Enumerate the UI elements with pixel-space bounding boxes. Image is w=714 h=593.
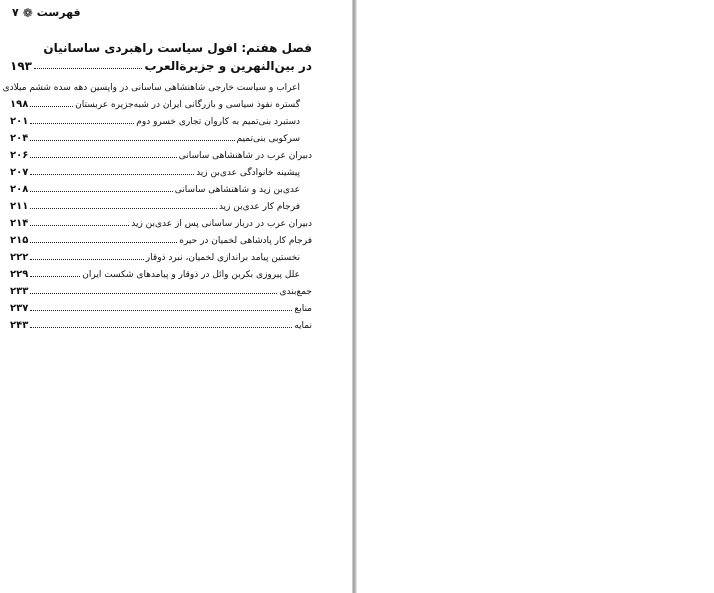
- chapter-title-line2: در بین‌النهرین و جزیرةالعرب: [144, 59, 312, 73]
- left-page: [0, 0, 352, 593]
- toc-entry: [10, 93, 312, 110]
- toc-entry: [10, 161, 312, 178]
- header-title: فهرست: [36, 6, 81, 19]
- toc-entry-title: جمع‌بندی: [279, 287, 312, 297]
- toc-entry: [10, 229, 312, 246]
- dot-leader: [30, 157, 176, 158]
- toc-entry-page: ۲۱۱: [10, 201, 29, 212]
- toc-entry-page: ۲۰۶: [10, 150, 29, 161]
- toc-entry-page: ۲۰۸: [10, 184, 29, 195]
- header-page-number: ۷: [12, 6, 19, 19]
- dot-leader: [30, 310, 292, 311]
- toc-entry-title: پیشینه خانوادگی عدی‌بن زید: [196, 168, 300, 178]
- toc-entry: [10, 127, 312, 144]
- toc-entry: [10, 144, 312, 161]
- toc-entry-title: دبیران عرب در شاهنشاهی ساسانی: [178, 151, 312, 161]
- toc-entry-page: ۲۴۳: [10, 320, 29, 331]
- toc-entry-title: سرکوبی بنی‌تمیم: [236, 134, 300, 144]
- dot-leader: [34, 68, 142, 69]
- toc-entry: [10, 263, 312, 280]
- toc-entry: [2, 76, 312, 93]
- chapter-title-line1: فصل هفتم: افول سیاست راهبردی ساسانیان: [43, 41, 312, 55]
- dot-leader: [30, 140, 234, 141]
- dot-leader: [30, 225, 129, 226]
- dot-leader: [30, 106, 73, 107]
- toc-entry: [10, 110, 312, 127]
- chapter-title-line2-row: [10, 59, 312, 73]
- dot-leader: [30, 123, 134, 124]
- toc-entry-page: ۲۰۱: [10, 116, 29, 127]
- dot-leader: [30, 259, 143, 260]
- toc-entry-page: ۲۱۴: [10, 218, 29, 229]
- toc-entry: [10, 314, 312, 331]
- dot-leader: [30, 327, 292, 328]
- toc-entry-page: ۲۲۲: [10, 252, 29, 263]
- dot-leader: [30, 174, 194, 175]
- toc-entry: [10, 280, 312, 297]
- toc-entry-page: ۲۳۷: [10, 303, 29, 314]
- dot-leader: [30, 293, 277, 294]
- toc-entry: [10, 195, 312, 212]
- flower-ornament-icon: ❁: [22, 5, 33, 20]
- toc-entry-title: نخستین پیامد براندازی لخمیان، نبرد ذوقار: [145, 253, 300, 263]
- page-header: [12, 6, 81, 19]
- toc-entry: [10, 246, 312, 263]
- toc-entry-title: دستبرد بنی‌تمیم به کاروان تجاری خسرو دوم: [136, 117, 300, 127]
- toc-entry-page: ۲۰۷: [10, 167, 29, 178]
- toc-entry-page: ۱۹۸: [10, 99, 29, 110]
- dot-leader: [30, 242, 177, 243]
- toc-entry-title: علل پیروزی بکربن وائل در ذوقار و پیامدهای شکست ایران: [82, 270, 300, 280]
- toc-entry: [10, 212, 312, 229]
- chapter-page-number: ۱۹۳: [10, 59, 32, 73]
- toc-entry-title: عدی‌بن زید و شاهنشاهی ساسانی: [174, 185, 300, 195]
- toc-entry-page: ۲۰۴: [10, 133, 29, 144]
- dot-leader: [30, 208, 217, 209]
- toc-entry-title: دبیران عرب در دربار ساسانی پس از عدی‌بن زید: [131, 219, 312, 229]
- toc-entry-title: فرجام کار عدی‌بن زید: [218, 202, 300, 212]
- toc-entry-title: نمایه: [294, 321, 312, 331]
- toc-entry-title: منابع: [294, 304, 312, 314]
- toc-entry-page: ۲۳۳: [10, 286, 29, 297]
- dot-leader: [30, 191, 172, 192]
- toc-entry-title: گستره نفوذ سیاسی و بازرگانی ایران در شبه‌جزیره عربستان: [75, 100, 300, 110]
- toc-entry-title: اعراب و سیاست خارجی شاهنشاهی ساسانی در واپسین دهه سده ششم میلادی: [2, 83, 300, 93]
- toc-entry-title: فرجام کار پادشاهی لخمیان در حیره: [179, 236, 312, 246]
- right-page-blank: [357, 0, 714, 593]
- toc-entry: [10, 178, 312, 195]
- toc-entry-page: ۲۱۵: [10, 235, 29, 246]
- toc-entry: [10, 297, 312, 314]
- toc-entry-page: ۲۲۹: [10, 269, 29, 280]
- toc-list: [2, 76, 312, 331]
- dot-leader: [30, 276, 80, 277]
